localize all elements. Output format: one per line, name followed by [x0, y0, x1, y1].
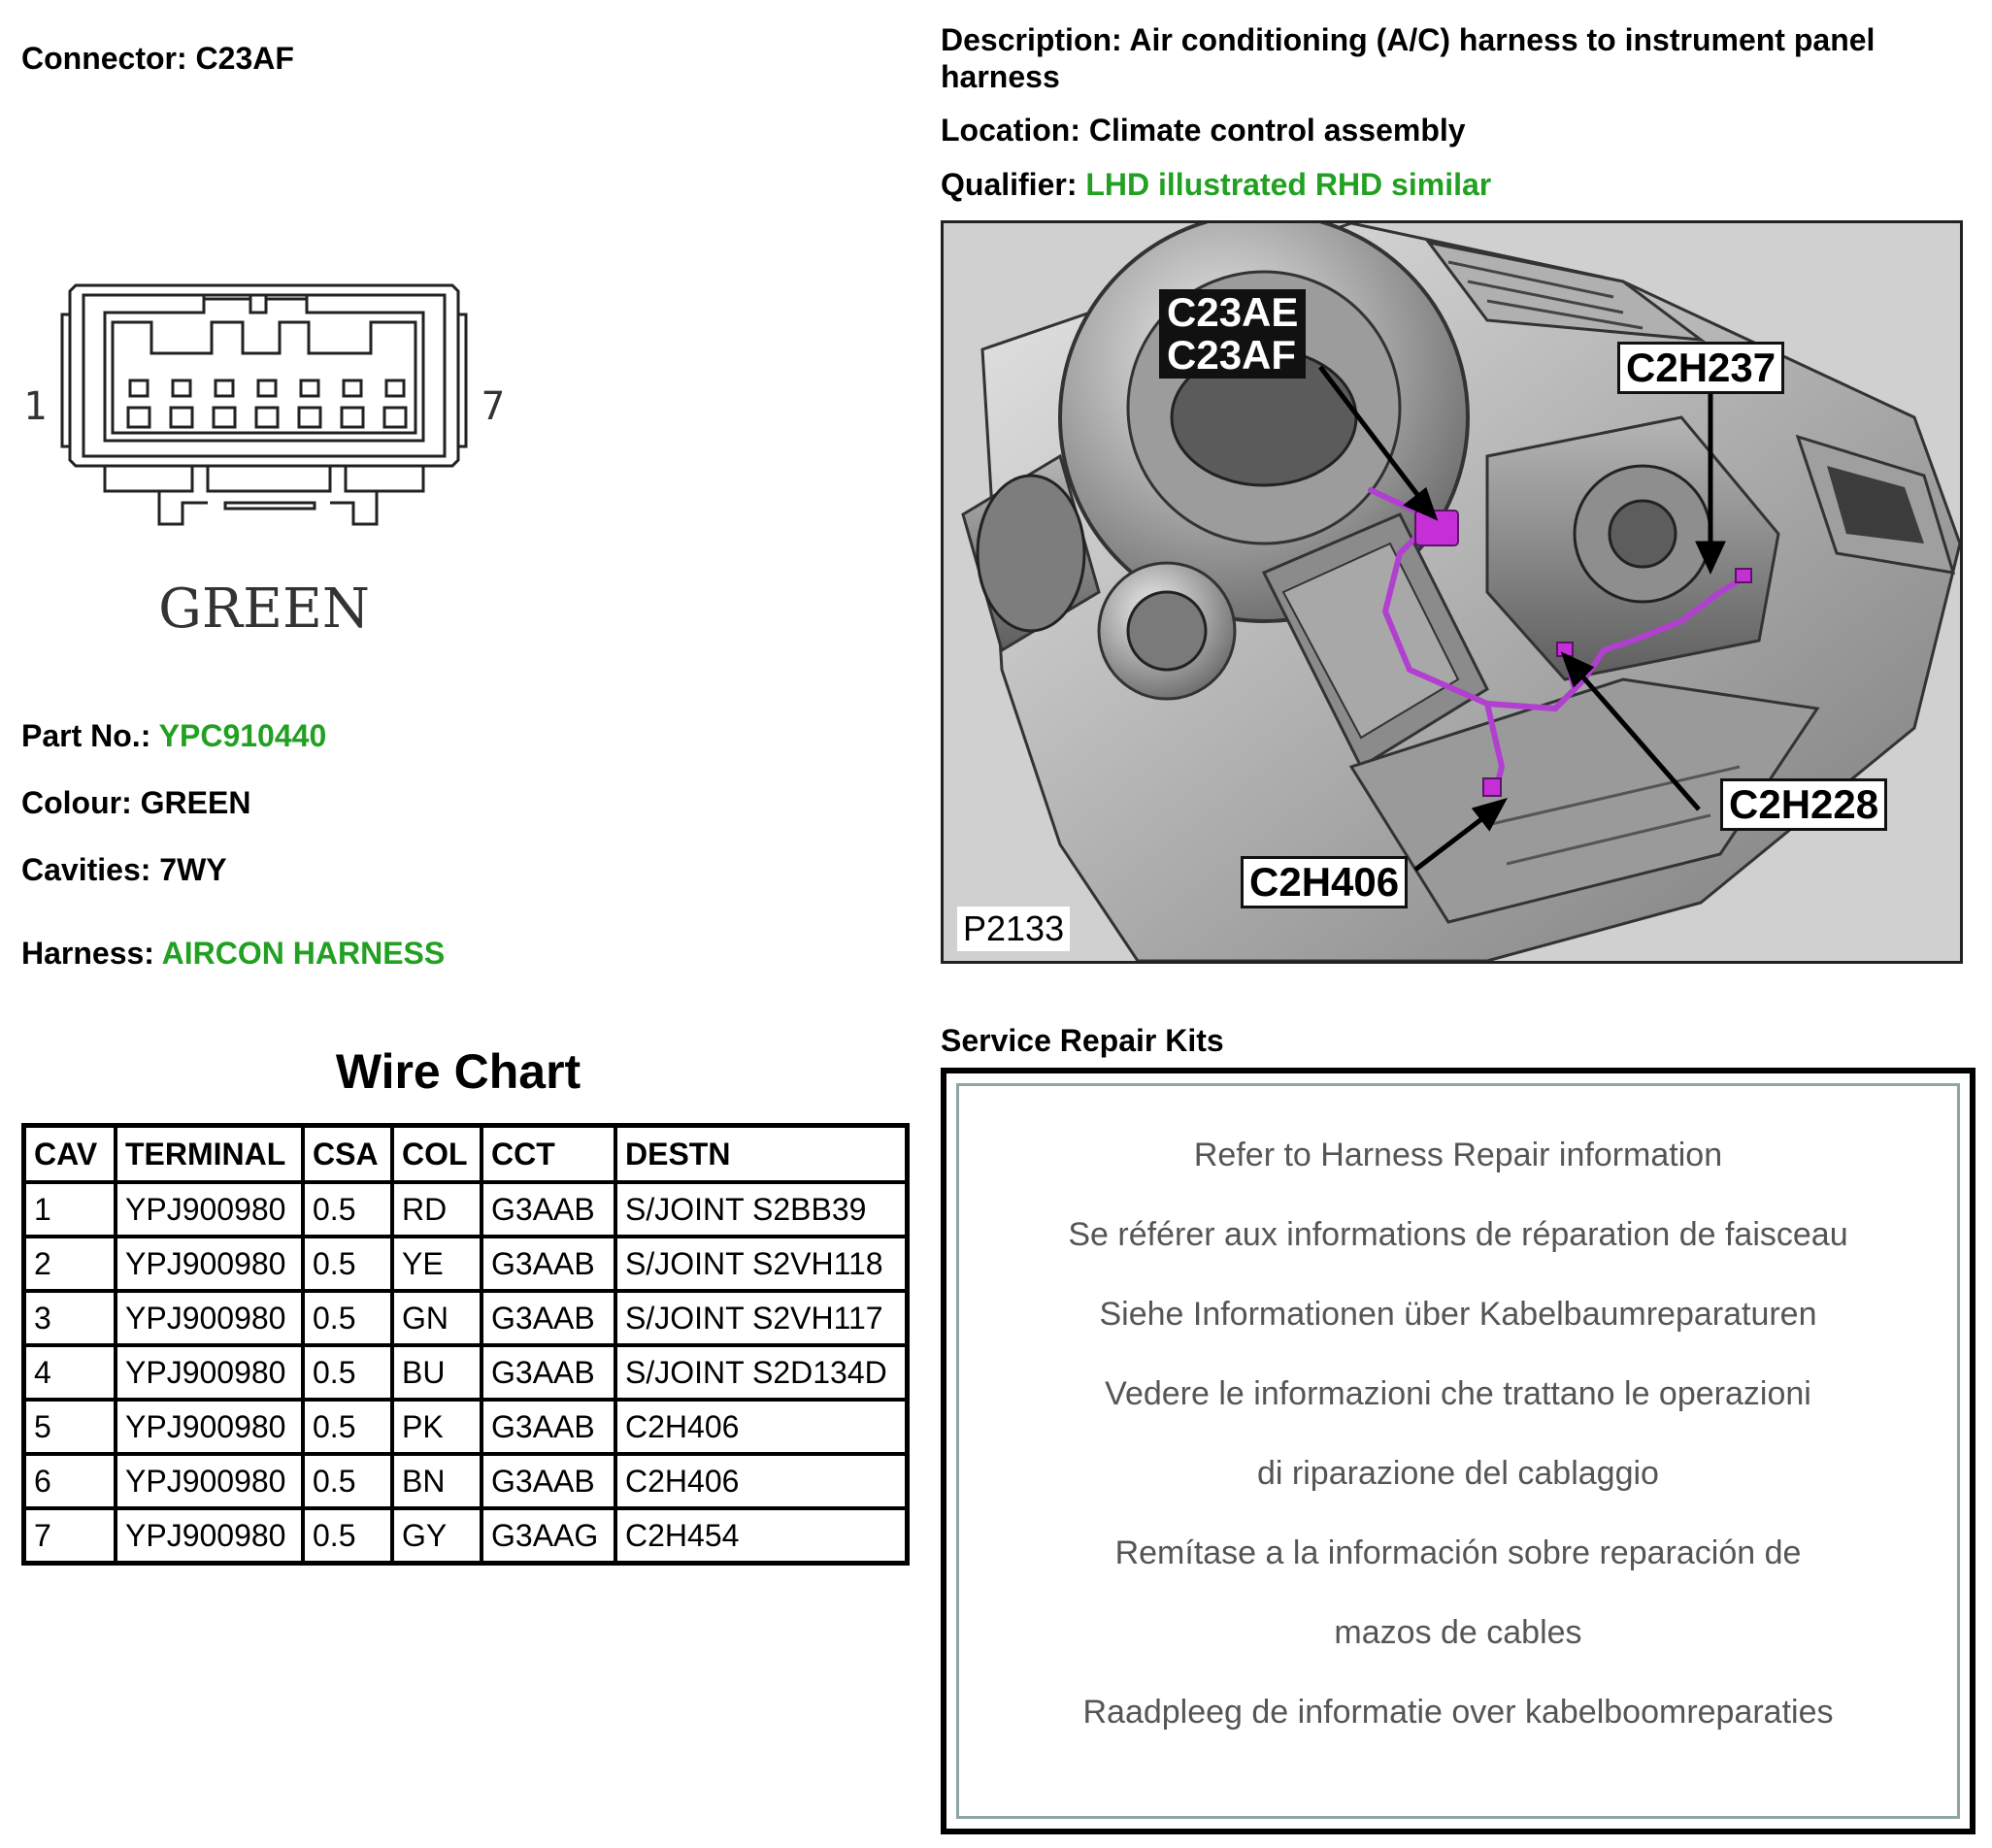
header-cav: CAV — [24, 1126, 116, 1183]
part-field — [21, 718, 326, 754]
cell-terminal: YPJ900980 — [116, 1291, 303, 1345]
cell-cav: 7 — [24, 1508, 116, 1564]
table-row — [24, 1345, 908, 1400]
repair-kits-title: Service Repair Kits — [941, 1023, 1224, 1058]
cell-terminal: YPJ900980 — [116, 1508, 303, 1564]
pin-1-label: 1 — [23, 384, 48, 429]
table-row — [24, 1291, 908, 1345]
cell-cct: G3AAB — [481, 1400, 615, 1454]
colour-field — [21, 785, 250, 821]
location-illustration — [941, 220, 1963, 964]
cell-cct: G3AAB — [481, 1237, 615, 1291]
cell-col: YE — [392, 1237, 481, 1291]
header-csa: CSA — [303, 1126, 392, 1183]
cell-cav: 6 — [24, 1454, 116, 1508]
cell-cct: G3AAB — [481, 1291, 615, 1345]
cell-cav: 1 — [24, 1182, 116, 1237]
callout-c2h228: C2H228 — [1720, 778, 1887, 831]
repair-kit-line: mazos de cables — [1334, 1614, 1582, 1651]
harness-label: Harness: — [21, 936, 154, 971]
cell-col: PK — [392, 1400, 481, 1454]
cell-cct: G3AAB — [481, 1182, 615, 1237]
harness-value: AIRCON HARNESS — [161, 936, 446, 971]
cell-col: BN — [392, 1454, 481, 1508]
table-row — [24, 1182, 908, 1237]
connector-field — [21, 41, 294, 77]
cavities-label: Cavities: — [21, 852, 151, 887]
cavities-value: 7WY — [159, 852, 227, 887]
figure-code: P2133 — [957, 907, 1070, 951]
table-row — [24, 1454, 908, 1508]
cell-terminal: YPJ900980 — [116, 1182, 303, 1237]
connector-colour-text: GREEN — [158, 578, 370, 641]
climate-unit-drawing — [944, 223, 1960, 961]
table-row — [24, 1508, 908, 1564]
cell-destn: C2H406 — [615, 1400, 908, 1454]
colour-value: GREEN — [140, 785, 251, 820]
location-value: Climate control assembly — [1088, 113, 1466, 148]
callout-c2h406: C2H406 — [1241, 856, 1408, 908]
description-value: Air conditioning (A/C) harness to instrument panel harness — [941, 22, 1876, 94]
cell-csa: 0.5 — [303, 1182, 392, 1237]
pin-7-label: 7 — [481, 384, 506, 429]
cell-csa: 0.5 — [303, 1508, 392, 1564]
cell-destn: S/JOINT S2VH117 — [615, 1291, 908, 1345]
repair-kit-line: Refer to Harness Repair information — [1193, 1137, 1723, 1173]
repair-kit-line: Siehe Informationen über Kabelbaumreparaturen — [1099, 1296, 1817, 1333]
cell-terminal: YPJ900980 — [116, 1454, 303, 1508]
wire-chart-table — [21, 1123, 910, 1566]
cell-csa: 0.5 — [303, 1291, 392, 1345]
harness-field — [21, 936, 445, 972]
cell-cav: 2 — [24, 1237, 116, 1291]
cell-terminal: YPJ900980 — [116, 1400, 303, 1454]
qualifier-field — [941, 167, 1491, 203]
header-col: COL — [392, 1126, 481, 1183]
cell-destn: S/JOINT S2BB39 — [615, 1182, 908, 1237]
table-row — [24, 1400, 908, 1454]
cell-destn: C2H454 — [625, 1517, 740, 1553]
part-label: Part No.: — [21, 718, 151, 753]
wire-chart-header-row — [24, 1126, 908, 1183]
cell-csa: 0.5 — [303, 1400, 392, 1454]
part-value: YPC910440 — [158, 718, 327, 753]
cell-col: BU — [392, 1345, 481, 1400]
cell-cav: 4 — [24, 1345, 116, 1400]
header-terminal: TERMINAL — [116, 1126, 303, 1183]
repair-kit-line: Raadpleeg de informatie over kabelboomreparaties — [1082, 1694, 1834, 1731]
cell-col: GN — [392, 1291, 481, 1345]
cell-cct: G3AAB — [481, 1345, 615, 1400]
callout-c23ae-text: C23AE — [1167, 289, 1299, 335]
location-label: Location: — [941, 113, 1080, 148]
wire-chart-title: Wire Chart — [335, 1044, 581, 1099]
header-destn: DESTN — [615, 1126, 908, 1183]
cell-cct: G3AAG — [481, 1508, 615, 1564]
repair-kit-line: Vedere le informazioni che trattano le operazioni — [1105, 1375, 1811, 1412]
repair-kit-line: Se référer aux informations de réparation de faisceau — [1068, 1216, 1848, 1253]
cavities-field — [21, 852, 227, 888]
cell-destn: S/JOINT S2VH118 — [615, 1237, 908, 1291]
callout-c2h237: C2H237 — [1617, 342, 1784, 394]
cell-terminal: YPJ900980 — [116, 1345, 303, 1400]
cell-col: RD — [392, 1182, 481, 1237]
cell-cav: 3 — [24, 1291, 116, 1345]
connector-value: C23AF — [195, 41, 294, 76]
connector-label: Connector: — [21, 41, 187, 76]
table-row — [24, 1237, 908, 1291]
connector-face-drawing — [17, 276, 522, 644]
repair-kit-line: Remítase a la información sobre reparación de — [1114, 1534, 1802, 1571]
repair-kits-box — [941, 1068, 1975, 1834]
cell-cav: 5 — [24, 1400, 116, 1454]
callout-c23af-text: C23AF — [1167, 332, 1297, 378]
header-cct: CCT — [481, 1126, 615, 1183]
cell-csa: 0.5 — [303, 1345, 392, 1400]
cell-destn: S/JOINT S2D134D — [615, 1345, 908, 1400]
repair-kits-inner-frame — [956, 1083, 1960, 1819]
repair-kit-line: di riparazione del cablaggio — [1257, 1455, 1659, 1492]
qualifier-value: LHD illustrated RHD similar — [1085, 167, 1492, 202]
cell-destn: C2H406 — [615, 1454, 908, 1508]
callout-c23ae-c23af — [1159, 289, 1306, 379]
cell-csa: 0.5 — [303, 1454, 392, 1508]
description-label: Description: — [941, 22, 1122, 57]
location-field — [941, 113, 1466, 148]
qualifier-label: Qualifier: — [941, 167, 1078, 202]
colour-label: Colour: — [21, 785, 132, 820]
repair-kits-text — [959, 1115, 1957, 1752]
cell-terminal: YPJ900980 — [116, 1237, 303, 1291]
cell-col: GY — [392, 1508, 481, 1564]
cell-cct: G3AAB — [481, 1454, 615, 1508]
description-field — [941, 21, 1970, 95]
cell-csa: 0.5 — [303, 1237, 392, 1291]
